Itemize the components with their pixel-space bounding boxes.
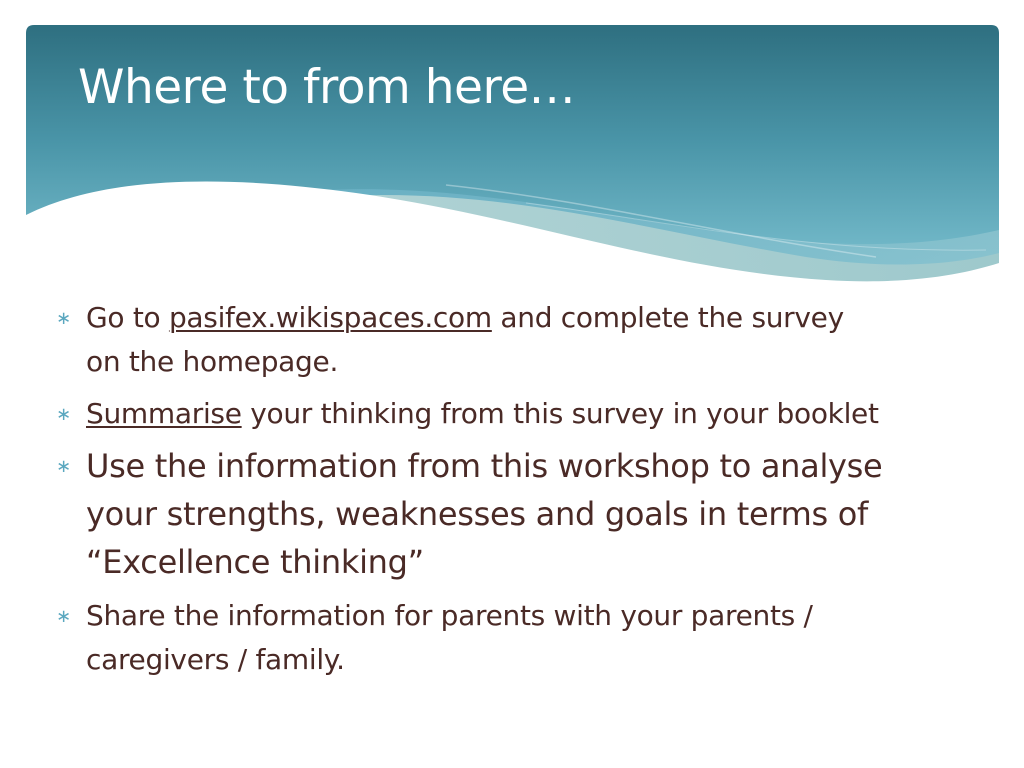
wiki-link[interactable]: pasifex.wikispaces.com: [168, 301, 492, 334]
bullet-marker-icon: ∗: [56, 308, 71, 329]
bullet-item: [56, 594, 991, 682]
underlined-word: Summarise: [86, 397, 242, 430]
bullet-text: Share the information for parents with your parents /: [86, 599, 813, 632]
bullet-text: caregivers / family.: [86, 643, 345, 676]
bullet-marker-icon: ∗: [56, 404, 71, 425]
bullet-item: [56, 392, 991, 436]
slide-title: Where to from here…: [78, 60, 576, 115]
bullet-list: [56, 296, 991, 682]
bullet-item: [56, 296, 991, 384]
bullet-item: [56, 442, 991, 586]
bullet-text: “Excellence thinking”: [86, 543, 424, 581]
bullet-text: on the homepage.: [86, 345, 339, 378]
bullet-text: your thinking from this survey in your booklet: [241, 397, 879, 430]
bullet-marker-icon: ∗: [56, 606, 71, 627]
bullet-text: and complete the survey: [491, 301, 844, 334]
bullet-text: your strengths, weaknesses and goals in terms of: [86, 495, 869, 533]
bullet-text: Go to: [86, 301, 169, 334]
bullet-marker-icon: ∗: [56, 456, 71, 477]
bullet-text: Use the information from this workshop to analyse: [86, 447, 883, 485]
